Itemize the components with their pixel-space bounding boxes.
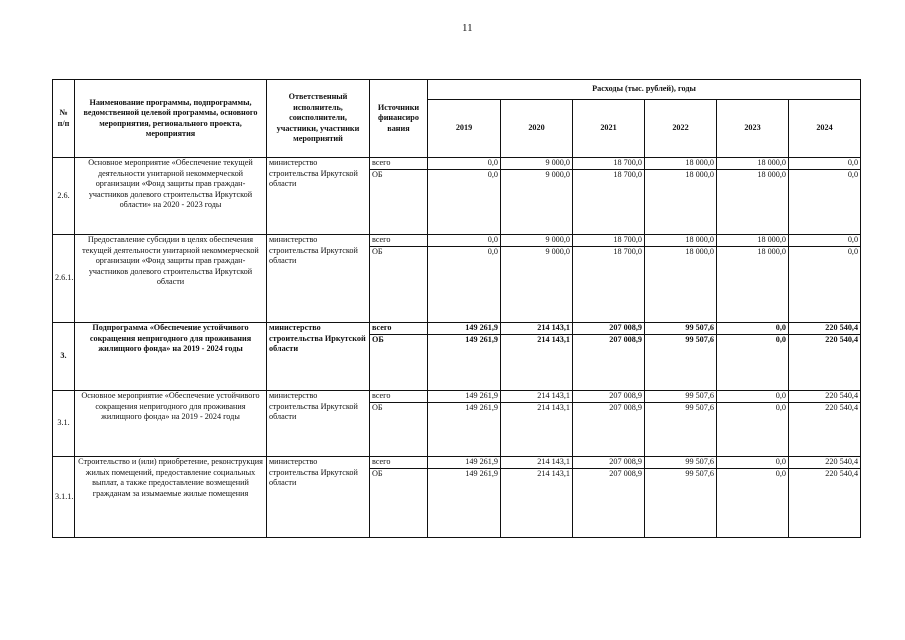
source-ob: ОБ — [372, 335, 384, 344]
header-year: 2024 — [789, 100, 861, 158]
value-cell: 9 000,0 — [545, 170, 570, 179]
header-year: 2019 — [428, 100, 501, 158]
value-cell: 18 000,0 — [645, 235, 716, 247]
value-cell: 220 540,4 — [789, 323, 860, 335]
header-num: № п/п — [53, 80, 75, 158]
value-cell: 214 143,1 — [501, 391, 572, 403]
value-cell: 18 700,0 — [613, 170, 642, 179]
row-sources — [370, 323, 428, 391]
value-cell: 9 000,0 — [501, 235, 572, 247]
row-num: 2.6.1. — [53, 235, 75, 323]
row-name: Строительство и (или) приобретение, реконструкция жилых помещений, предоставление социальных выплат, а также предоставление возмещений гражданам за изымаемые жилые помещения — [75, 457, 267, 538]
source-total: всего — [370, 457, 427, 469]
value-cell: 207 008,9 — [573, 391, 644, 403]
value-cell: 0,0 — [717, 457, 788, 469]
value-cell: 99 507,6 — [685, 403, 714, 412]
row-sources — [370, 391, 428, 457]
value-cell: 149 261,9 — [465, 469, 498, 478]
table-row — [53, 457, 861, 538]
value-cell: 18 000,0 — [685, 247, 714, 256]
row-executor: министерство строительства Иркутской области — [267, 323, 370, 391]
value-cell: 0,0 — [847, 170, 859, 179]
value-cell: 0,0 — [789, 158, 860, 170]
source-total: всего — [370, 323, 427, 335]
row-sources — [370, 457, 428, 538]
row-executor: министерство строительства Иркутской области — [267, 391, 370, 457]
budget-table — [52, 79, 861, 538]
value-cell: 207 008,9 — [573, 323, 644, 335]
value-cell: 149 261,9 — [465, 335, 498, 344]
header-source: Источники финансиро вания — [370, 80, 428, 158]
source-ob: ОБ — [372, 403, 383, 412]
value-cell: 149 261,9 — [428, 391, 500, 403]
value-cell: 207 008,9 — [609, 403, 642, 412]
header-year: 2023 — [717, 100, 789, 158]
value-cell: 214 143,1 — [537, 403, 570, 412]
page-number: 11 — [462, 22, 473, 34]
value-cell: 207 008,9 — [573, 457, 644, 469]
value-cell: 0,0 — [789, 235, 860, 247]
value-cell: 18 000,0 — [685, 170, 714, 179]
value-cell: 214 143,1 — [537, 335, 570, 344]
value-cell: 149 261,9 — [428, 457, 500, 469]
value-cell: 18 000,0 — [717, 235, 788, 247]
value-cell: 18 000,0 — [717, 158, 788, 170]
value-cell: 220 540,4 — [825, 335, 859, 344]
value-cell: 0,0 — [717, 323, 788, 335]
value-cell: 9 000,0 — [545, 247, 570, 256]
value-cell: 0,0 — [775, 403, 786, 412]
value-cell: 18 700,0 — [573, 158, 644, 170]
value-cell: 18 000,0 — [645, 158, 716, 170]
source-ob: ОБ — [372, 247, 383, 256]
value-cell: 220 540,4 — [789, 457, 860, 469]
value-cell: 99 507,6 — [645, 323, 716, 335]
header-expenses: Расходы (тыс. рублей), годы — [428, 80, 861, 100]
value-cell: 0,0 — [847, 247, 859, 256]
value-cell: 9 000,0 — [501, 158, 572, 170]
row-num: 3. — [53, 323, 75, 391]
value-cell: 99 507,6 — [645, 391, 716, 403]
header-year: 2022 — [645, 100, 717, 158]
row-executor: министерство строительства Иркутской области — [267, 457, 370, 538]
source-total: всего — [370, 235, 427, 247]
value-cell: 0,0 — [775, 469, 786, 478]
value-cell: 214 143,1 — [501, 457, 572, 469]
value-cell: 207 008,9 — [609, 335, 642, 344]
value-cell: 0,0 — [487, 247, 498, 256]
value-cell: 99 507,6 — [645, 457, 716, 469]
header-executor: Ответственный исполнитель, соисполнители, участники, участники мероприятий — [267, 80, 370, 158]
row-executor: министерство строительства Иркутской области — [267, 235, 370, 323]
value-cell: 99 507,6 — [685, 469, 714, 478]
value-cell: 99 507,6 — [685, 335, 714, 344]
table-row — [53, 158, 861, 235]
value-cell: 220 540,4 — [789, 391, 860, 403]
table-row — [53, 391, 861, 457]
header-year: 2021 — [573, 100, 645, 158]
value-cell: 18 700,0 — [613, 247, 642, 256]
value-cell: 220 540,4 — [825, 469, 859, 478]
row-executor: министерство строительства Иркутской области — [267, 158, 370, 235]
row-num: 3.1. — [53, 391, 75, 457]
value-cell: 214 143,1 — [501, 323, 572, 335]
value-cell: 0,0 — [487, 170, 498, 179]
value-cell: 0,0 — [428, 235, 500, 247]
row-name: Подпрограмма «Обеспечение устойчивого сокращения непригодного для проживания жилищного фонда» на 2019 - 2024 годы — [75, 323, 267, 391]
source-ob: ОБ — [372, 469, 383, 478]
value-cell: 18 000,0 — [757, 170, 786, 179]
header-year: 2020 — [501, 100, 573, 158]
source-ob: ОБ — [372, 170, 383, 179]
value-cell: 18 700,0 — [573, 235, 644, 247]
row-num: 2.6. — [53, 158, 75, 235]
source-total: всего — [370, 158, 427, 170]
value-cell: 0,0 — [428, 158, 500, 170]
value-cell: 214 143,1 — [537, 469, 570, 478]
value-cell: 0,0 — [717, 391, 788, 403]
row-sources — [370, 158, 428, 235]
row-name: Основное мероприятие «Обеспечение текущей деятельности унитарной некоммерческой организации «Фонд защиты прав граждан-участников долевого строительства Иркутской области» на 2020 - 2023 годы — [75, 158, 267, 235]
row-num: 3.1.1. — [53, 457, 75, 538]
value-cell: 207 008,9 — [609, 469, 642, 478]
value-cell: 149 261,9 — [465, 403, 498, 412]
value-cell: 18 000,0 — [757, 247, 786, 256]
header-name: Наименование программы, подпрограммы, ведомственной целевой программы, основного мероприятия, регионального проекта, мероприятия — [75, 80, 267, 158]
value-cell: 149 261,9 — [428, 323, 500, 335]
value-cell: 0,0 — [775, 335, 786, 344]
row-sources — [370, 235, 428, 323]
value-cell: 220 540,4 — [825, 403, 859, 412]
source-total: всего — [370, 391, 427, 403]
row-name: Основное мероприятие «Обеспечение устойчивого сокращения непригодного для проживания жилищного фонда» на 2019 - 2024 годы — [75, 391, 267, 457]
row-name: Предоставление субсидии в целях обеспечения текущей деятельности унитарной некоммерческой организации «Фонд защиты прав граждан-участников долевого строительства Иркутской области — [75, 235, 267, 323]
table-row — [53, 323, 861, 391]
table-row — [53, 235, 861, 323]
